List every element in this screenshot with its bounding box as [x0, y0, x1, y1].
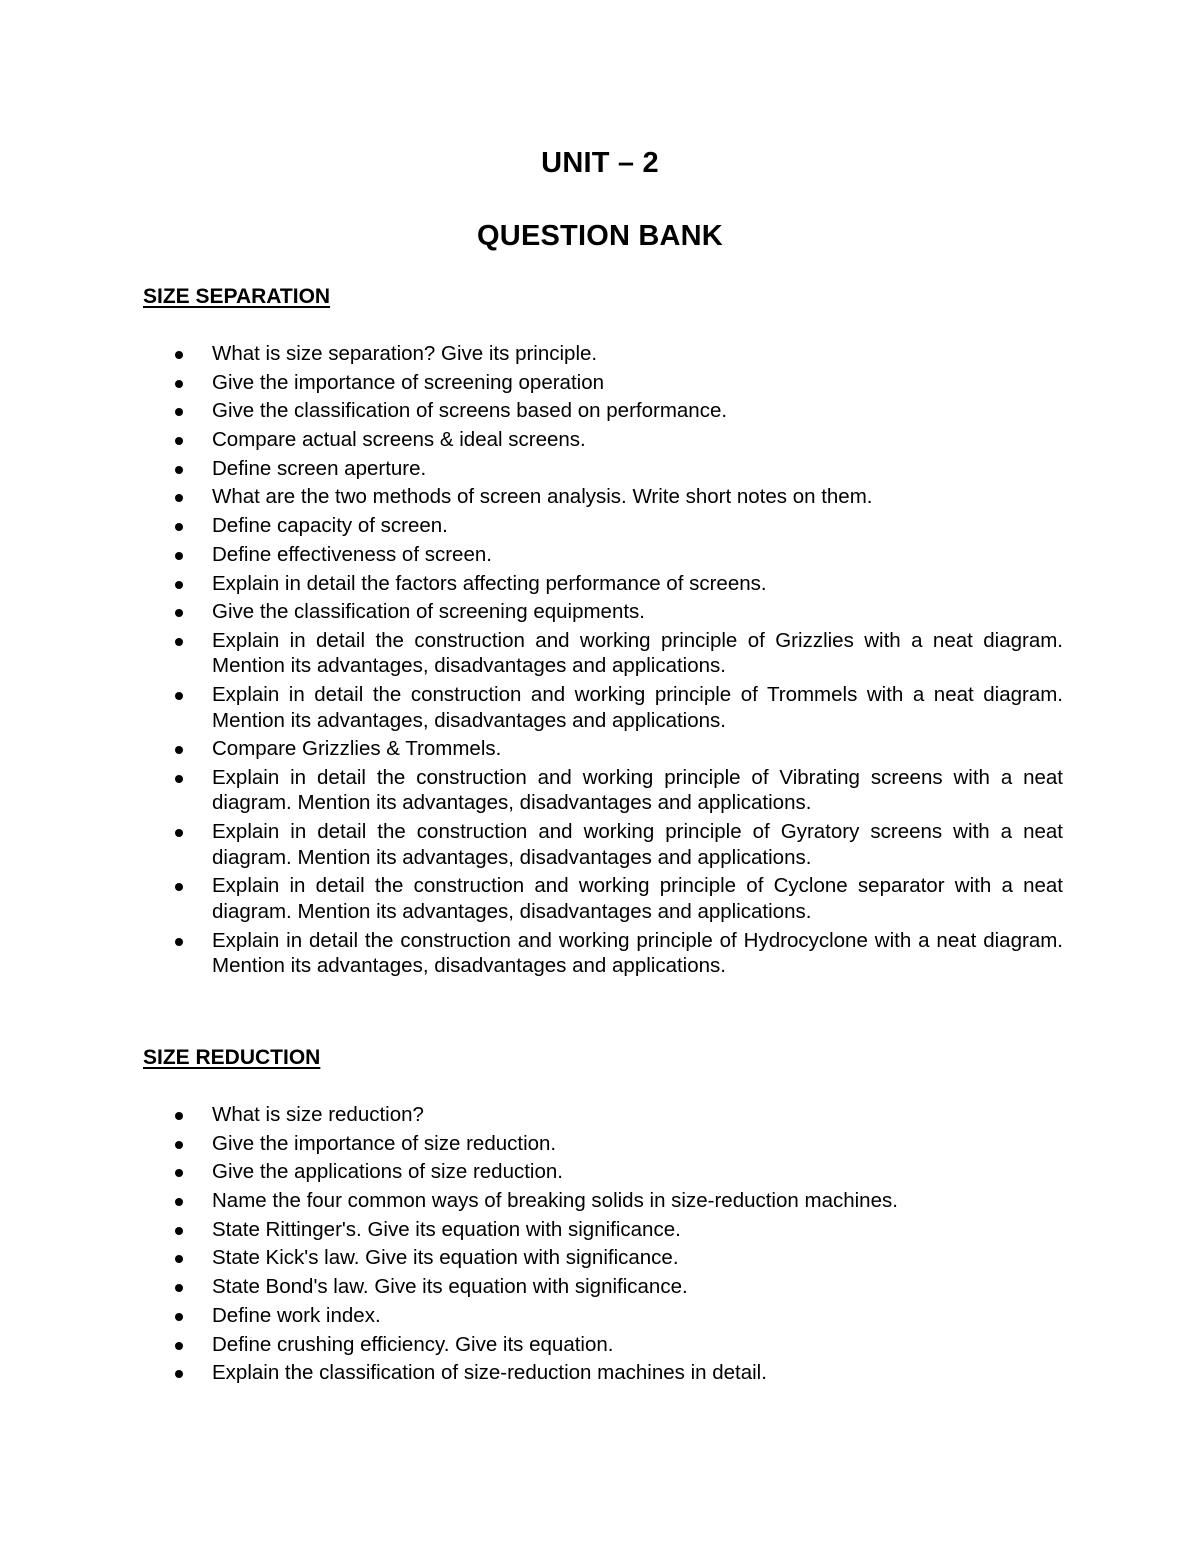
question-text: Explain in detail the construction and working principle of Gyratory screens with a neat diagram. Mention its advantages, disadvantages and applications.: [212, 820, 1063, 869]
list-item: [143, 928, 1063, 979]
question-text: What are the two methods of screen analysis. Write short notes on them.: [212, 485, 873, 509]
list-item: [143, 765, 1063, 816]
question-text: Define screen aperture.: [212, 456, 427, 480]
question-text: Compare Grizzlies & Trommels.: [212, 737, 502, 761]
bullet-icon: [175, 552, 183, 560]
bullet-icon: [175, 1370, 183, 1378]
size-separation-heading: SIZE SEPARATION: [143, 285, 331, 308]
question-text: Explain in detail the construction and working principle of Cyclone separator with a neat diagram. Mention its advantages, disadvantages and applications.: [212, 874, 1063, 923]
bullet-icon: [175, 1342, 183, 1350]
bullet-icon: [175, 437, 183, 445]
size-reduction-question-list: [143, 1102, 1063, 1389]
bullet-icon: [175, 1169, 183, 1177]
list-item: [143, 513, 1063, 539]
list-item: [143, 1274, 1063, 1300]
question-text: Define capacity of screen.: [212, 514, 448, 538]
list-item: [143, 873, 1063, 924]
size-separation-question-list: [143, 341, 1063, 982]
question-text: Give the applications of size reduction.: [212, 1160, 563, 1184]
list-item: [143, 1102, 1063, 1128]
bullet-icon: [175, 1284, 183, 1292]
question-text: State Bond's law. Give its equation with significance.: [212, 1275, 688, 1299]
list-item: [143, 1188, 1063, 1214]
bullet-icon: [175, 1255, 183, 1263]
question-text: Give the classification of screens based on performance.: [212, 399, 728, 423]
bullet-icon: [175, 466, 183, 474]
question-text: Explain in detail the construction and working principle of Vibrating screens with a neat diagram. Mention its advantages, disadvantages and applications.: [212, 765, 1063, 815]
list-item: [143, 484, 1063, 510]
question-text: Define work index.: [212, 1303, 381, 1327]
question-text: Define effectiveness of screen.: [212, 542, 492, 566]
question-text: What is size reduction?: [212, 1103, 424, 1126]
bullet-icon: [175, 523, 183, 531]
list-item: [143, 1332, 1063, 1358]
question-text: Explain in detail the construction and working principle of Grizzlies with a neat diagram. Mention its advantages, disadvantages and applications.: [212, 628, 1063, 678]
size-reduction-heading: SIZE REDUCTION: [143, 1046, 321, 1069]
bullet-icon: [175, 408, 183, 416]
list-item: [143, 1360, 1063, 1386]
question-text: State Kick's law. Give its equation with significance.: [212, 1246, 679, 1270]
list-item: [143, 398, 1063, 424]
question-bank-title: QUESTION BANK: [477, 220, 723, 252]
question-text: Explain the classification of size-reduction machines in detail.: [212, 1361, 767, 1385]
list-item: [143, 370, 1063, 396]
bullet-icon: [175, 746, 183, 754]
bullet-icon: [175, 1112, 183, 1120]
bullet-icon: [175, 1227, 183, 1235]
list-item: [143, 341, 1063, 367]
list-item: [143, 571, 1063, 597]
question-text: Give the importance of size reduction.: [212, 1131, 557, 1155]
bullet-icon: [175, 494, 183, 502]
bullet-icon: [175, 1313, 183, 1321]
question-text: What is size separation? Give its principle.: [212, 342, 598, 365]
list-item: [143, 1245, 1063, 1271]
question-text: Give the importance of screening operation: [212, 370, 605, 394]
list-item: [143, 427, 1063, 453]
question-text: Explain in detail the construction and working principle of Trommels with a neat diagram. Mention its advantages, disadvantages and applications.: [212, 683, 1063, 732]
question-text: Explain in detail the construction and working principle of Hydrocyclone with a neat diagram. Mention its advantages, disadvantages and applications.: [212, 928, 1063, 977]
question-text: Compare actual screens & ideal screens.: [212, 428, 586, 452]
question-text: State Rittinger's. Give its equation with significance.: [212, 1217, 681, 1241]
list-item: [143, 1217, 1063, 1243]
bullet-icon: [175, 351, 183, 359]
bullet-icon: [175, 775, 183, 783]
bullet-icon: [175, 1141, 183, 1149]
list-item: [143, 1159, 1063, 1185]
list-item: [143, 736, 1063, 762]
question-text: Give the classification of screening equipments.: [212, 600, 646, 624]
list-item: [143, 1303, 1063, 1329]
question-text: Name the four common ways of breaking solids in size-reduction machines.: [212, 1189, 898, 1213]
list-item: [143, 456, 1063, 482]
bullet-icon: [175, 638, 183, 646]
question-text: Explain in detail the factors affecting performance of screens.: [212, 571, 767, 595]
list-item: [143, 819, 1063, 870]
list-item: [143, 628, 1063, 679]
bullet-icon: [175, 829, 183, 837]
list-item: [143, 1131, 1063, 1157]
bullet-icon: [175, 380, 183, 388]
unit-title: UNIT – 2: [541, 147, 659, 179]
bullet-icon: [175, 938, 183, 946]
list-item: [143, 599, 1063, 625]
bullet-icon: [175, 1198, 183, 1206]
bullet-icon: [175, 609, 183, 617]
bullet-icon: [175, 883, 183, 891]
list-item: [143, 542, 1063, 568]
list-item: [143, 682, 1063, 733]
bullet-icon: [175, 581, 183, 589]
question-text: Define crushing efficiency. Give its equation.: [212, 1332, 614, 1356]
bullet-icon: [175, 692, 183, 700]
